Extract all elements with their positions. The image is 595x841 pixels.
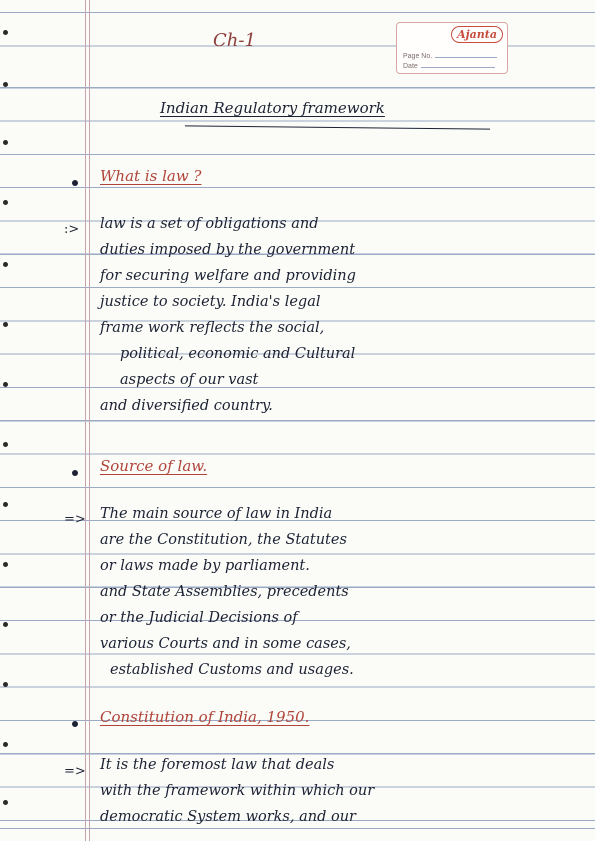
text-line: law is a set of obligations and <box>100 216 319 232</box>
text-line: The main source of law in India <box>100 506 333 522</box>
text-line: frame work reflects the social, <box>100 320 325 336</box>
text-line: various Courts and in some cases, <box>100 636 351 652</box>
punch-hole <box>3 682 8 687</box>
text-line: political, economic and Cultural <box>120 346 356 362</box>
margin-line-inner <box>89 0 90 841</box>
text-line: and diversified country. <box>100 398 273 414</box>
brand-logo: Ajanta <box>451 26 503 43</box>
text-line: or laws made by parliament. <box>100 558 310 574</box>
text-line: justice to society. India's legal <box>100 294 321 310</box>
chapter-label: Ch-1 <box>213 30 256 51</box>
text-line: for securing welfare and providing <box>100 268 356 284</box>
answer-marker: => <box>64 764 86 779</box>
date-field: Date <box>403 63 495 70</box>
punch-hole <box>3 800 8 805</box>
text-line: established Customs and usages. <box>110 662 354 678</box>
punch-hole <box>3 200 8 205</box>
punch-hole <box>3 442 8 447</box>
section-heading: What is law ? <box>100 167 202 185</box>
section-heading: Constitution of India, 1950. <box>100 708 310 726</box>
text-line: duties imposed by the government <box>100 242 356 258</box>
punch-hole <box>3 502 8 507</box>
page-info-box <box>396 22 508 74</box>
page-no-field: Page No. <box>403 53 497 60</box>
margin-line <box>85 0 86 841</box>
punch-hole <box>3 382 8 387</box>
punch-hole <box>3 742 8 747</box>
punch-hole <box>3 30 8 35</box>
punch-hole <box>3 322 8 327</box>
page-title: Indian Regulatory framework <box>160 99 385 117</box>
text-line: aspects of our vast <box>120 372 259 388</box>
bullet-dot <box>72 470 78 476</box>
bottom-rule <box>0 828 595 829</box>
punch-hole <box>3 140 8 145</box>
answer-marker: :> <box>64 222 80 237</box>
section-heading: Source of law. <box>100 457 208 475</box>
bullet-dot <box>72 721 78 727</box>
text-line: or the Judicial Decisions of <box>100 610 298 626</box>
text-line: with the framework within which our <box>100 783 375 799</box>
answer-marker: => <box>64 512 86 527</box>
text-line: are the Constitution, the Statutes <box>100 532 347 548</box>
punch-hole <box>3 262 8 267</box>
text-line: It is the foremost law that deals <box>100 757 335 773</box>
punch-hole <box>3 622 8 627</box>
punch-hole <box>3 562 8 567</box>
punch-hole <box>3 82 8 87</box>
text-line: and State Assemblies, precedents <box>100 584 349 600</box>
text-line: democratic System works, and our <box>100 809 356 825</box>
bullet-dot <box>72 180 78 186</box>
title-underline <box>185 125 490 129</box>
